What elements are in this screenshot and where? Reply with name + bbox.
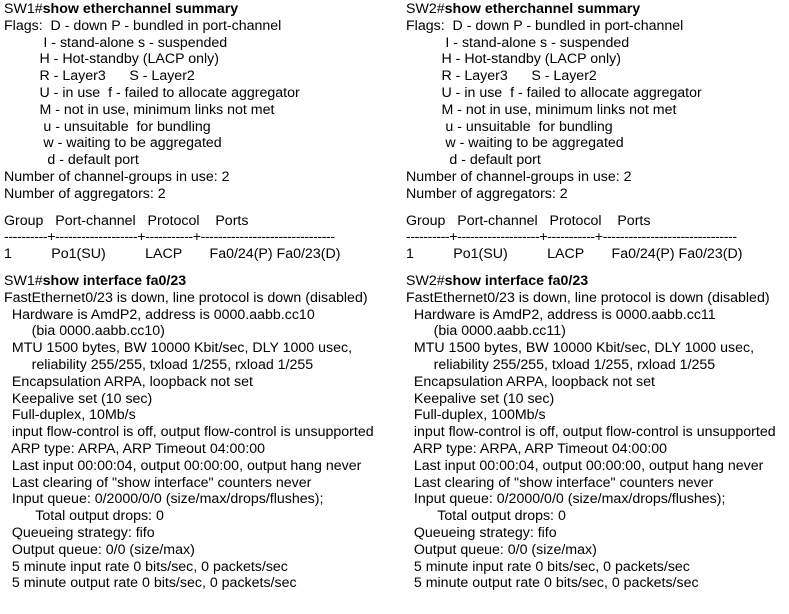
sw1-interface-line: ARP type: ARPA, ARP Timeout 04:00:00 (4, 440, 266, 457)
sw2-interface-line: Queueing strategy: fifo (406, 524, 557, 541)
sw1-flag-line: U - in use f - failed to allocate aggregator (4, 84, 300, 101)
sw2-etherchannel-command: show etherchannel summary (444, 1, 641, 17)
sw1-interface-line: Hardware is AmdP2, address is 0000.aabb.cc10 (4, 306, 315, 323)
sw1-flag-line: M - not in use, minimum links not met (4, 101, 275, 118)
sw1-flag-line: Flags: D - down P - bundled in port-channel (4, 17, 282, 34)
sw2-interface-command-line (406, 273, 789, 290)
sw2-interface-line: Encapsulation ARPA, loopback not set (406, 373, 655, 390)
sw1-flag-line: d - default port (4, 152, 139, 169)
sw2-flag-line: H - Hot-standby (LACP only) (406, 51, 621, 68)
sw1-interface-line: (bia 0000.aabb.cc10) (4, 323, 165, 340)
sw1-interface-line: Output queue: 0/0 (size/max) (4, 541, 195, 558)
sw1-interface-line: reliability 255/255, txload 1/255, rxload 1/255 (4, 356, 314, 373)
sw1-interface-line: MTU 1500 bytes, BW 10000 Kbit/sec, DLY 1000 usec, (4, 340, 353, 357)
sw2-flag-line: w - waiting to be aggregated (406, 135, 624, 152)
sw1-flag-line: H - Hot-standby (LACP only) (4, 51, 219, 68)
sw2-table-row: 1 Po1(SU) LACP Fa0/24(P) Fa0/23(D) (406, 246, 743, 263)
sw2-table-separator: ----------+-------------------+-----------+------------------------------- (406, 229, 737, 246)
sw1-flag-line: u - unsuitable for bundling (4, 118, 211, 135)
sw1-interface-line: Keepalive set (10 sec) (4, 390, 153, 407)
sw2-flag-line: Flags: D - down P - bundled in port-channel (406, 17, 684, 34)
sw2-aggregators-count: Number of aggregators: 2 (406, 185, 568, 202)
sw1-etherchannel-command-line (4, 1, 396, 18)
sw2-interface-command: show interface fa0/23 (444, 272, 589, 289)
sw2-flag-line: U - in use f - failed to allocate aggregator (406, 84, 702, 101)
sw2-interface-line: MTU 1500 bytes, BW 10000 Kbit/sec, DLY 1000 usec, (406, 340, 755, 357)
sw2-interface-line: Last input 00:00:04, output 00:00:00, output hang never (406, 457, 764, 474)
sw2-flag-line: M - not in use, minimum links not met (406, 101, 677, 118)
sw1-etherchannel-command: show etherchannel summary (42, 1, 239, 17)
sw1-flag-line: I - stand-alone s - suspended (4, 34, 228, 51)
sw1-prompt: SW1# (4, 272, 43, 289)
sw2-interface-line: Total output drops: 0 (406, 508, 566, 525)
sw2-prompt: SW2# (406, 1, 445, 17)
sw2-interface-line: input flow-control is off, output flow-control is unsupported (406, 424, 776, 441)
spacer (406, 263, 789, 273)
spacer (4, 263, 396, 273)
sw2-interface-line: Last clearing of "show interface" counters never (406, 474, 714, 491)
sw2-prompt: SW2# (406, 272, 445, 289)
sw1-table-row: 1 Po1(SU) LACP Fa0/24(P) Fa0/23(D) (4, 246, 341, 263)
sw1-output-panel (4, 1, 396, 592)
sw1-interface-line: Last input 00:00:04, output 00:00:00, output hang never (4, 457, 362, 474)
sw2-interface-line: ARP type: ARPA, ARP Timeout 04:00:00 (406, 440, 668, 457)
sw2-interface-line: Full-duplex, 100Mb/s (406, 407, 546, 424)
sw1-prompt: SW1# (4, 1, 43, 17)
sw1-interface-line: Queueing strategy: fifo (4, 524, 155, 541)
sw1-interface-line: Input queue: 0/2000/0/0 (size/max/drops/flushes); (4, 491, 324, 508)
sw2-table-header: Group Port-channel Protocol Ports (406, 212, 651, 229)
sw1-flag-line: R - Layer3 S - Layer2 (4, 68, 195, 85)
sw1-interface-output (4, 290, 396, 592)
sw1-table-separator: ----------+-------------------+-----------+------------------------------- (4, 229, 335, 246)
spacer (406, 203, 789, 213)
sw1-table-header: Group Port-channel Protocol Ports (4, 212, 249, 229)
sw2-channel-groups-count: Number of channel-groups in use: 2 (406, 168, 632, 185)
sw1-interface-line: Encapsulation ARPA, loopback not set (4, 373, 253, 390)
sw2-flag-line: R - Layer3 S - Layer2 (406, 68, 597, 85)
sw2-interface-line: Input queue: 0/2000/0/0 (size/max/drops/flushes); (406, 491, 726, 508)
sw2-interface-line: 5 minute input rate 0 bits/sec, 0 packets/sec (406, 558, 690, 575)
sw1-interface-line: FastEthernet0/23 is down, line protocol is down (disabled) (4, 289, 368, 306)
sw1-interface-line: input flow-control is off, output flow-control is unsupported (4, 424, 374, 441)
sw1-interface-line: Total output drops: 0 (4, 508, 164, 525)
sw2-interface-line: Keepalive set (10 sec) (406, 390, 555, 407)
sw1-flag-line: w - waiting to be aggregated (4, 135, 222, 152)
sw1-interface-line: Last clearing of "show interface" counters never (4, 474, 312, 491)
sw1-interface-command-line (4, 273, 396, 290)
sw1-interface-line: Full-duplex, 10Mb/s (4, 407, 136, 424)
sw2-interface-line: (bia 0000.aabb.cc11) (406, 323, 566, 340)
sw1-aggregators-count: Number of aggregators: 2 (4, 185, 166, 202)
sw2-interface-line: reliability 255/255, txload 1/255, rxload 1/255 (406, 356, 716, 373)
sw2-interface-line: Output queue: 0/0 (size/max) (406, 541, 597, 558)
sw1-channel-groups-count: Number of channel-groups in use: 2 (4, 168, 230, 185)
sw1-interface-command: show interface fa0/23 (42, 272, 187, 289)
spacer (4, 203, 396, 213)
sw1-interface-line: 5 minute input rate 0 bits/sec, 0 packets/sec (4, 558, 288, 575)
sw2-flag-line: d - default port (406, 152, 541, 169)
sw2-interface-line: Hardware is AmdP2, address is 0000.aabb.cc11 (406, 306, 716, 323)
sw2-etherchannel-command-line (406, 1, 789, 18)
sw2-flag-line: u - unsuitable for bundling (406, 118, 613, 135)
sw2-interface-line: FastEthernet0/23 is down, line protocol is down (disabled) (406, 289, 770, 306)
sw2-output-panel (406, 1, 789, 592)
sw2-interface-output (406, 290, 789, 592)
sw2-interface-line: 5 minute output rate 0 bits/sec, 0 packets/sec (406, 575, 699, 592)
sw2-flag-line: I - stand-alone s - suspended (406, 34, 630, 51)
sw2-flags-legend (406, 18, 789, 169)
sw1-interface-line: 5 minute output rate 0 bits/sec, 0 packets/sec (4, 575, 297, 592)
sw1-flags-legend (4, 18, 396, 169)
